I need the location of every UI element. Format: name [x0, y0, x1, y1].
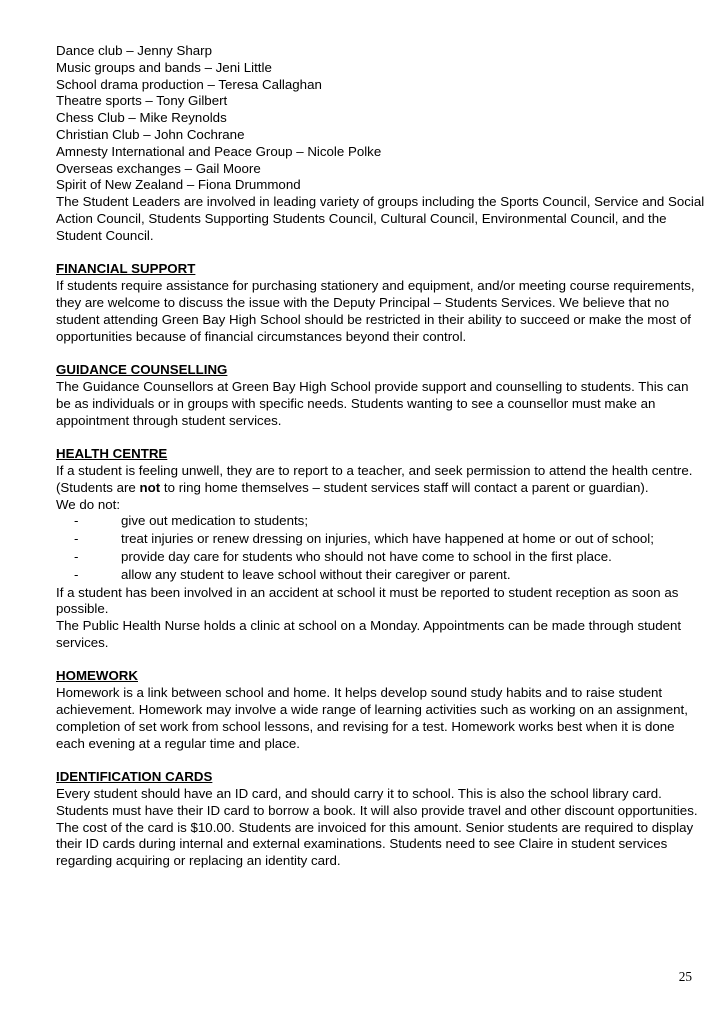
list-item [56, 513, 706, 530]
list-item [56, 531, 706, 548]
health-centre-section [56, 446, 706, 652]
list-item-text: give out medication to students; [121, 513, 309, 529]
health-intro-bold-not: not [139, 479, 161, 495]
identification-cards-section [56, 769, 706, 870]
health-nurse-paragraph: The Public Health Nurse holds a clinic at school on a Monday. Appointments can be made through student services. [56, 618, 682, 650]
health-centre-intro [56, 463, 706, 497]
homework-heading: HOMEWORK [56, 668, 138, 684]
health-centre-heading: HEALTH CENTRE [56, 446, 168, 462]
guidance-counselling-heading: GUIDANCE COUNSELLING [56, 362, 228, 378]
club-item: Christian Club – John Cochrane [56, 126, 245, 142]
club-item: Dance club – Jenny Sharp [56, 43, 212, 58]
financial-support-heading: FINANCIAL SUPPORT [56, 261, 196, 277]
homework-body: Homework is a link between school and home. It helps develop sound study habits and to raise student achievement. Homework may involve a wide range of learning activities such as working on an assignment, completion of set work from school lessons, and revising for a test. Homework works best when it is done each evening at a regular time and place. [56, 685, 688, 751]
page-number: 25 [678, 969, 692, 984]
bullet-marker: - [74, 566, 79, 582]
guidance-counselling-section [56, 362, 706, 429]
health-restrictions-list [56, 513, 706, 583]
health-accident-paragraph: If a student has been involved in an accident at school it must be reported to student reception as soon as possible. [56, 584, 679, 617]
club-item: School drama production – Teresa Callaghan [56, 76, 322, 92]
homework-section [56, 668, 706, 752]
clubs-list [56, 43, 706, 194]
document-page [56, 43, 706, 870]
financial-support-section [56, 261, 706, 345]
bullet-marker: - [74, 513, 79, 529]
bullet-marker: - [74, 531, 79, 547]
health-intro-text-a: If a student is feeling unwell, they are to report to a teacher, and seek permission to attend the health centre. (Students are [56, 462, 693, 495]
club-item: Chess Club – Mike Reynolds [56, 110, 227, 126]
club-item: Spirit of New Zealand – Fiona Drummond [56, 177, 301, 193]
club-item: Music groups and bands – Jeni Little [56, 59, 272, 75]
list-item [56, 549, 706, 566]
financial-support-body: If students require assistance for purchasing stationery and equipment, and/or meeting course requirements, they are welcome to discuss the issue with the Deputy Principal – Students Services. We believe that no student attending Green Bay High School should be restricted in their ability to succeed or make the most of opportunities because of financial circumstances beyond their control. [56, 278, 695, 344]
we-do-not-label: We do not: [56, 496, 121, 512]
list-item [56, 567, 706, 584]
health-intro-text-b: to ring home themselves – student services staff will contact a parent or guardian). [160, 479, 649, 495]
list-item-text: provide day care for students who should not have come to school in the first place. [121, 548, 612, 564]
club-item: Overseas exchanges – Gail Moore [56, 160, 261, 176]
identification-cards-heading: IDENTIFICATION CARDS [56, 769, 213, 785]
guidance-counselling-body: The Guidance Counsellors at Green Bay High School provide support and counselling to students. This can be as individuals or in groups with specific needs. Students wanting to see a counsellor must make an appointment through student services. [56, 378, 689, 428]
bullet-marker: - [74, 548, 79, 564]
student-leaders-paragraph: The Student Leaders are involved in leading variety of groups including the Sports Council, Service and Social Action Council, Students Supporting Students Council, Cultural Council, Environmental Council, and the Student Council. [56, 194, 705, 243]
identification-cards-body: Every student should have an ID card, and should carry it to school. This is also the school library card. Students must have their ID card to borrow a book. It will also provide travel and other discount opportunities. The cost of the card is $10.00. Students are invoiced for this amount. Senior students are required to display their ID cards during internal and external examinations. Students need to see Claire in student services regarding acquiring or replacing an identity card. [56, 786, 698, 869]
club-item: Amnesty International and Peace Group – Nicole Polke [56, 143, 382, 159]
list-item-text: treat injuries or renew dressing on injuries, which have happened at home or out of school; [121, 531, 654, 547]
list-item-text: allow any student to leave school without their caregiver or parent. [121, 566, 511, 582]
club-item: Theatre sports – Tony Gilbert [56, 93, 228, 109]
